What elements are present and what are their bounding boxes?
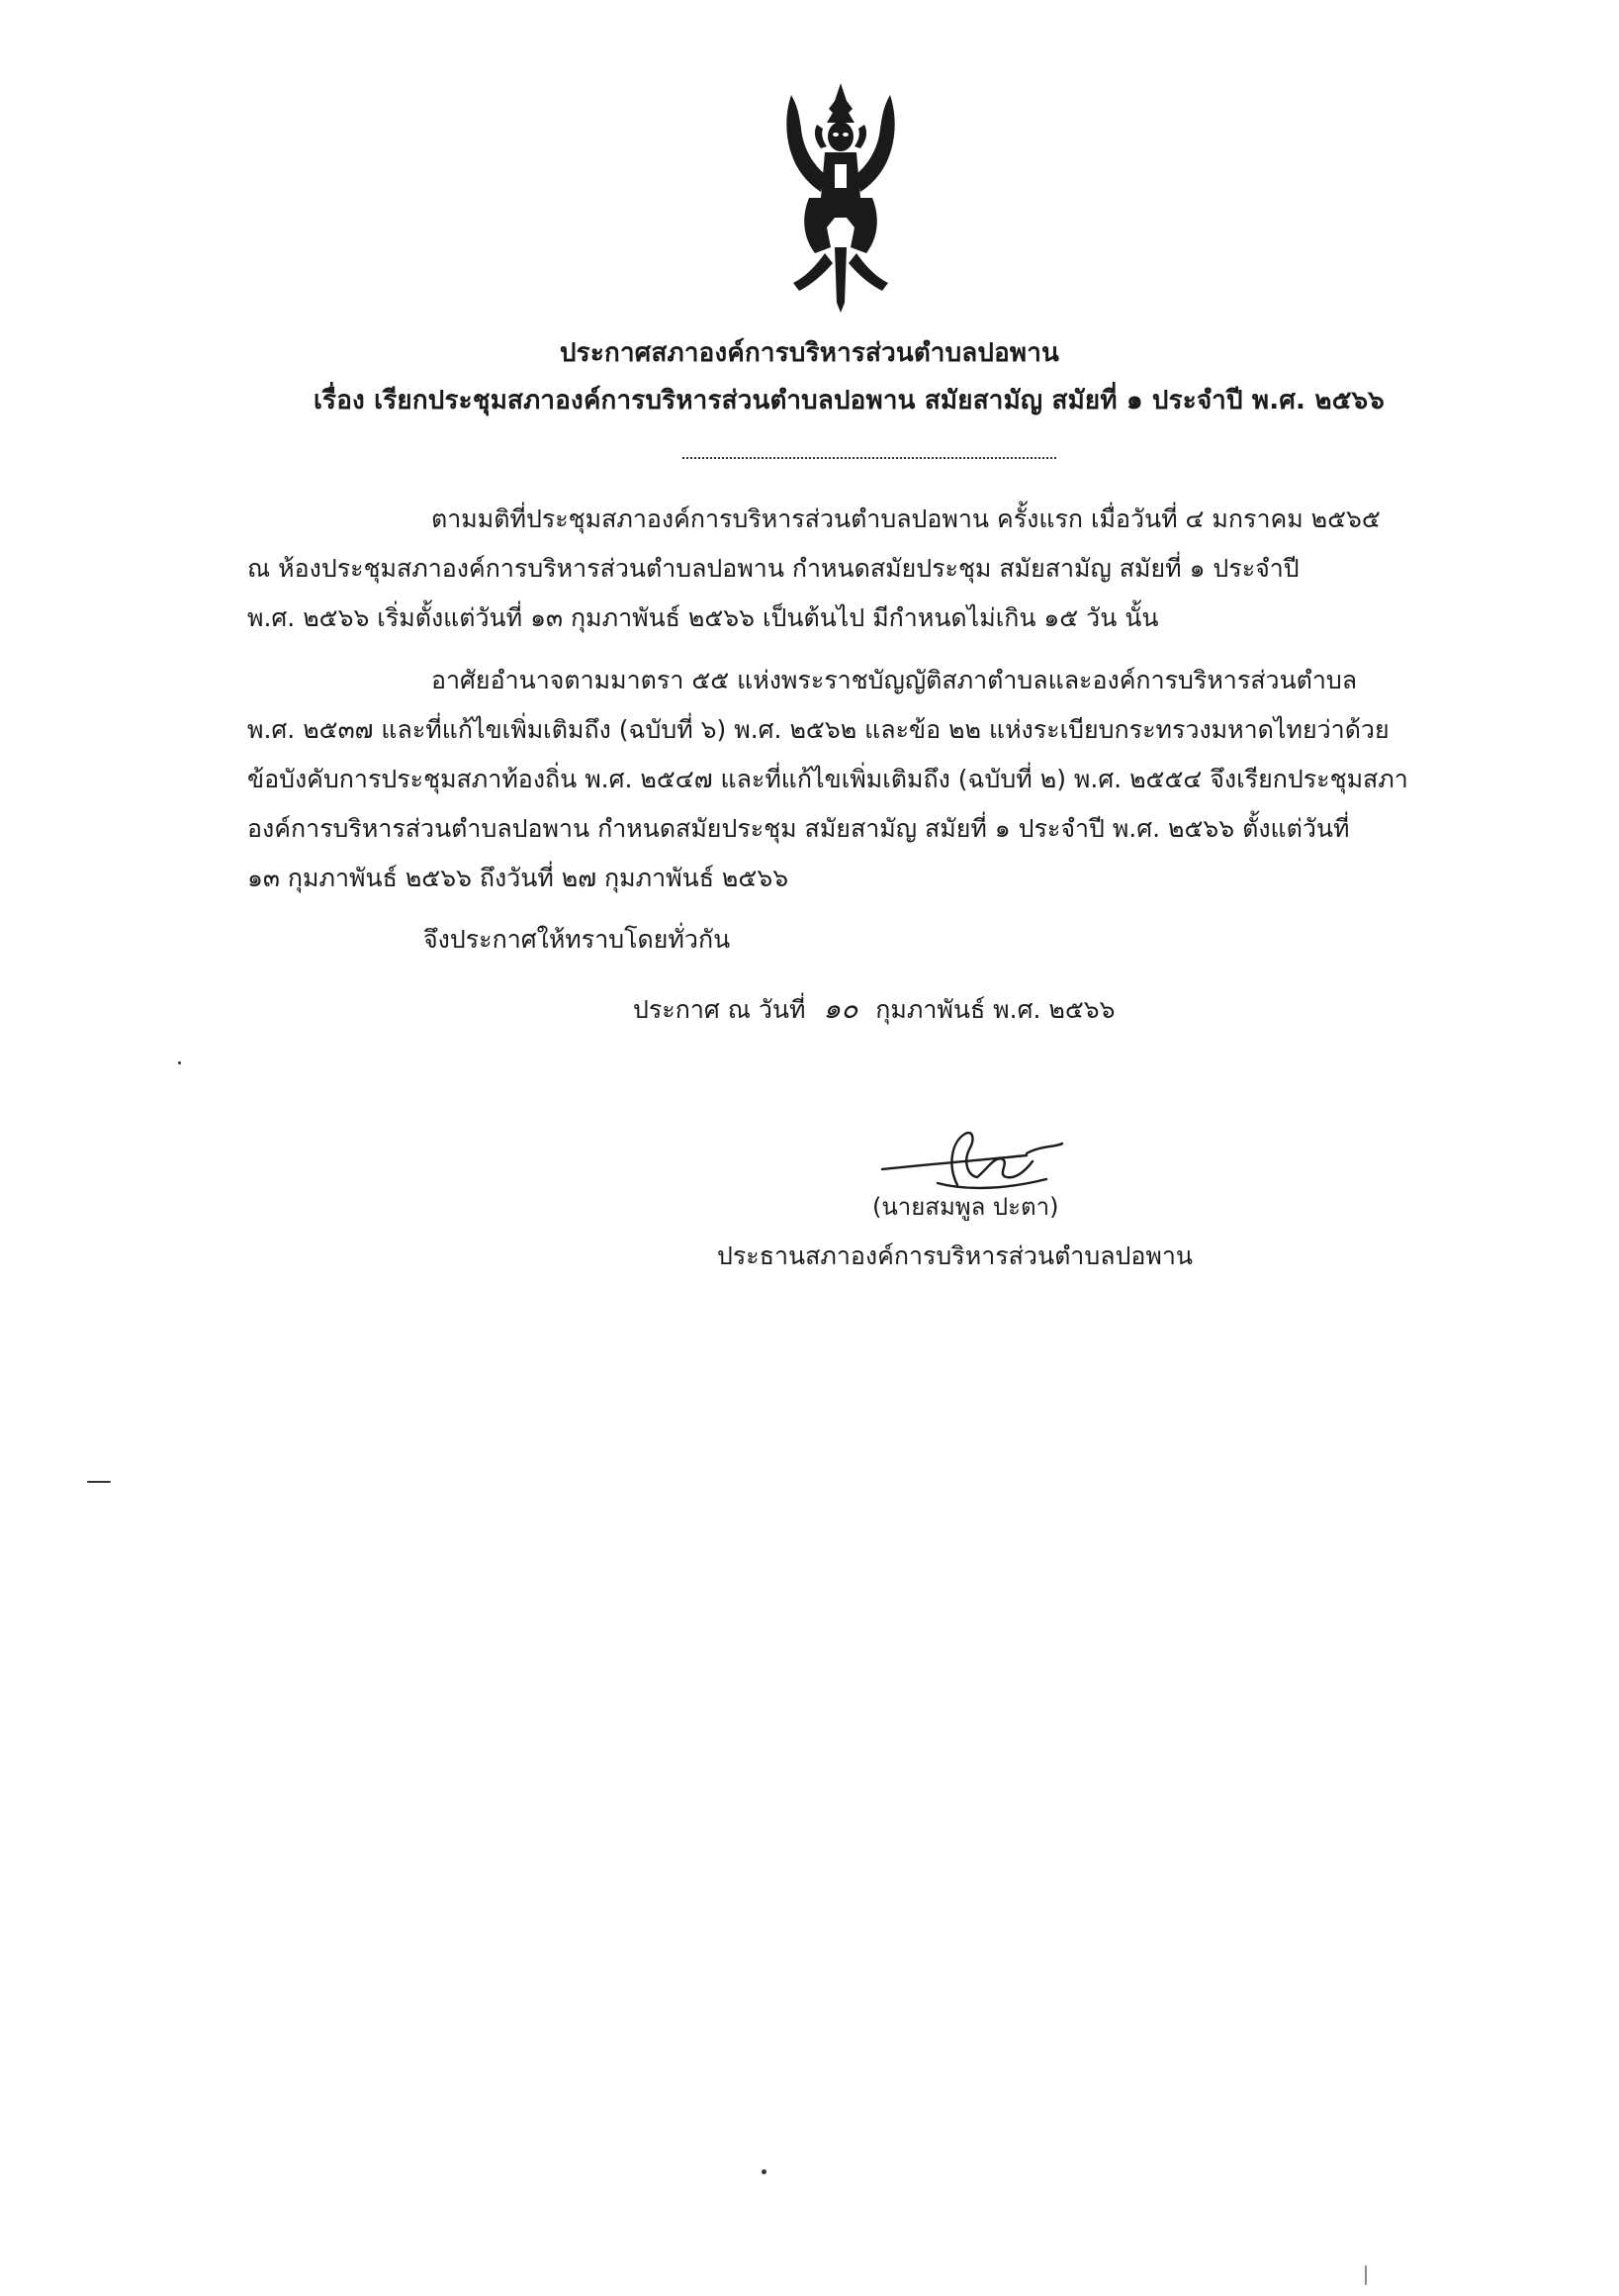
paragraph-line: พ.ศ. ๒๕๖๖ เริ่มตั้งแต่วันที่ ๑๓ กุมภาพันธ์ ๒๕๖๖ เป็นต้นไป มีกำหนดไม่เกิน ๑๕ วัน นั้น: [247, 603, 1159, 632]
scan-speck: [178, 1061, 181, 1064]
paragraph-line: องค์การบริหารส่วนตำบลปอพาน กำหนดสมัยประชุม สมัยสามัญ สมัยที่ ๑ ประจำปี พ.ศ. ๒๕๖๖ ตั้งแต่วันที่: [247, 814, 1350, 843]
paragraph-line: ๑๓ กุมภาพันธ์ ๒๕๖๖ ถึงวันที่ ๒๗ กุมภาพันธ์ ๒๕๖๖: [247, 864, 789, 892]
scan-speck: [1365, 2265, 1367, 2285]
announcement-subject: เรื่อง เรียกประชุมสภาองค์การบริหารส่วนตำบลปอพาน สมัยสามัญ สมัยที่ ๑ ประจำปี พ.ศ. ๒๕๖๖: [313, 386, 1386, 415]
scan-speck: [762, 2169, 766, 2174]
signatory-position: ประธานสภาองค์การบริหารส่วนตำบลปอพาน: [717, 1241, 1194, 1270]
paragraph-line: อาศัยอำนาจตามมาตรา ๕๕ แห่งพระราชบัญญัติสภาตำบลและองค์การบริหารส่วนตำบล: [431, 666, 1358, 694]
title-separator: [682, 457, 1056, 459]
date-day-handwritten: ๑๐: [823, 992, 858, 1025]
paragraph-line: ณ ห้องประชุมสภาองค์การบริหารส่วนตำบลปอพาน กำหนดสมัยประชุม สมัยสามัญ สมัยที่ ๑ ประจำปี: [247, 554, 1300, 583]
garuda-emblem-icon: [781, 79, 900, 317]
paragraph-line: ตามมติที่ประชุมสภาองค์การบริหารส่วนตำบลปอพาน ครั้งแรก เมื่อวันที่ ๔ มกราคม ๒๕๖๕: [431, 505, 1381, 533]
body-paragraph-1: [247, 495, 1498, 643]
announcement-title: ประกาศสภาองค์การบริหารส่วนตำบลปอพาน: [559, 338, 1060, 368]
body-paragraph-2: [247, 656, 1498, 903]
date-prefix: ประกาศ ณ วันที่: [633, 995, 806, 1024]
paragraph-line: พ.ศ. ๒๕๓๗ และที่แก้ไขเพิ่มเติมถึง (ฉบับที่ ๖) พ.ศ. ๒๕๖๒ และข้อ ๒๒ แห่งระเบียบกระทรวงมหาดไทยว่าด้วย: [247, 715, 1390, 744]
announcement-date: [633, 987, 1116, 1031]
closing-statement: จึงประกาศให้ทราบโดยทั่วกัน: [423, 925, 731, 954]
scan-speck: [87, 1481, 111, 1483]
date-suffix: กุมภาพันธ์ พ.ศ. ๒๕๖๖: [875, 995, 1116, 1024]
signatory-name: (นายสมพูล ปะตา): [872, 1193, 1059, 1221]
paragraph-line: ข้อบังคับการประชุมสภาท้องถิ่น พ.ศ. ๒๕๔๗ และที่แก้ไขเพิ่มเติมถึง (ฉบับที่ ๒) พ.ศ. ๒๕๕๔ จึงเรียกประชุมสภา: [247, 765, 1408, 793]
